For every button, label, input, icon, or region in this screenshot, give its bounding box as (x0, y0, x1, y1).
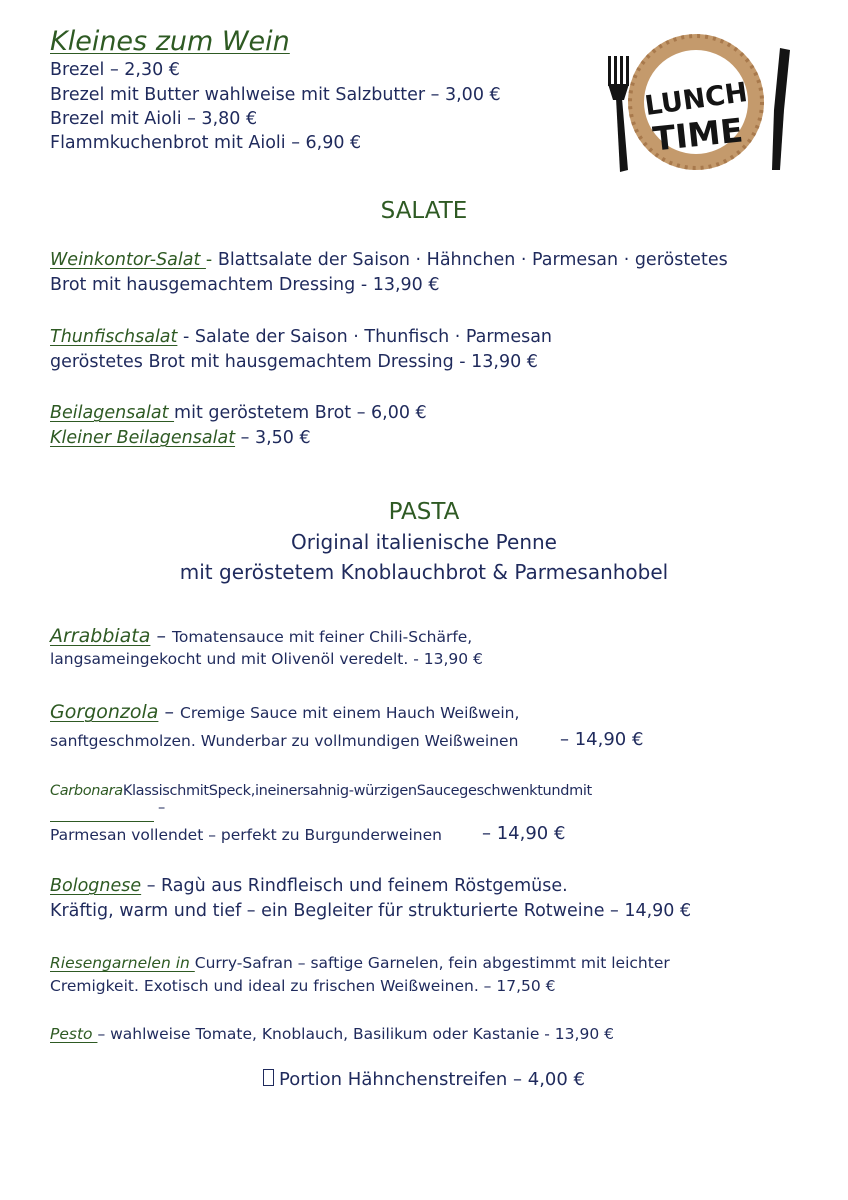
lunch-time-logo (604, 28, 792, 178)
pasta-gorgonzola-price: – 14,90 € (560, 729, 644, 750)
salad-thunfisch: Thunfischsalat - Salate der Saison · Thunfisch · Parmesan (50, 327, 553, 347)
salad-kleiner-beilagen: Kleiner Beilagensalat – 3,50 € (50, 428, 311, 448)
pasta-riesengarnelen-line2: Cremigkeit. Exotisch und ideal zu frischen Weißweinen. – 17,50 € (50, 977, 556, 995)
pasta-bolognese: Bolognese – Ragù aus Rindfleisch und feinem Röstgemüse. (50, 876, 568, 896)
pasta-extra-chicken: Portion Hähnchenstreifen – 4,00 € (0, 1069, 848, 1090)
missing-glyph-icon (263, 1069, 274, 1086)
section-heading-pasta: PASTA (388, 499, 460, 525)
pasta-gorgonzola-line2: sanftgeschmolzen. Wunderbar zu vollmundigen Weißweinen (50, 732, 519, 750)
salad-beilagen: Beilagensalat mit geröstetem Brot – 6,00 € (50, 403, 427, 423)
pasta-carbonara-dash: – (158, 800, 166, 816)
salad-thunfisch-line2: geröstetes Brot mit hausgemachtem Dressing - 13,90 € (50, 352, 538, 372)
pasta-carbonara: CarbonaraKlassischmitSpeck,ineinersahnig-würzigenSaucegeschwenktundmit (50, 783, 592, 799)
dish-name: Bolognese (50, 876, 142, 896)
pasta-arrabbiata-line2: langsameingekocht und mit Olivenöl veredelt. - 13,90 € (50, 650, 483, 668)
dish-name: Thunfischsalat (50, 327, 178, 347)
dish-name: Pesto (50, 1025, 98, 1043)
dish-name: Weinkontor-Salat (50, 250, 206, 270)
underline-divider (50, 821, 154, 822)
pasta-riesengarnelen: Riesengarnelen in Curry-Safran – saftige Garnelen, fein abgestimmt mit leichter (50, 954, 670, 972)
pasta-pesto: Pesto – wahlweise Tomate, Knoblauch, Basilikum oder Kastanie - 13,90 € (50, 1025, 614, 1043)
pasta-carbonara-price: – 14,90 € (482, 823, 566, 844)
section-heading-salads: SALATE (380, 198, 468, 224)
pasta-gorgonzola: Gorgonzola – Cremige Sauce mit einem Hauch Weißwein, (50, 701, 520, 723)
pasta-bolognese-line2: Kräftig, warm und tief – ein Begleiter für strukturierte Rotweine – 14,90 € (50, 901, 692, 921)
dish-name: Riesengarnelen in (50, 954, 195, 972)
menu-item-brezel-aioli: Brezel mit Aioli – 3,80 € (50, 109, 258, 129)
pasta-subtitle-1: Original italienische Penne (291, 530, 557, 554)
dish-name: Carbonara (50, 783, 123, 799)
pasta-arrabbiata: Arrabbiata – Tomatensauce mit feiner Chili-Schärfe, (50, 625, 473, 647)
salad-weinkontor-line2: Brot mit hausgemachtem Dressing - 13,90 € (50, 275, 440, 295)
pasta-subtitle-2: mit geröstetem Knoblauchbrot & Parmesanhobel (179, 560, 669, 584)
dish-name: Kleiner Beilagensalat (50, 428, 236, 448)
menu-item-flammkuchenbrot: Flammkuchenbrot mit Aioli – 6,90 € (50, 133, 362, 153)
dish-name: Gorgonzola (50, 701, 159, 723)
menu-item-brezel-butter: Brezel mit Butter wahlweise mit Salzbutter – 3,00 € (50, 85, 501, 105)
dish-name: Arrabbiata (50, 625, 151, 647)
salad-weinkontor: Weinkontor-Salat - Blattsalate der Saison · Hähnchen · Parmesan · geröstetes (50, 250, 728, 270)
dish-name: Beilagensalat (50, 403, 175, 423)
pasta-carbonara-line2: Parmesan vollendet – perfekt zu Burgunderweinen (50, 826, 442, 844)
logo-line1: LUNCH (642, 76, 750, 123)
menu-item-brezel: Brezel – 2,30 € (50, 60, 180, 80)
logo-line2: TIME (650, 110, 745, 159)
section-title-wine-snacks: Kleines zum Wein (50, 26, 290, 57)
